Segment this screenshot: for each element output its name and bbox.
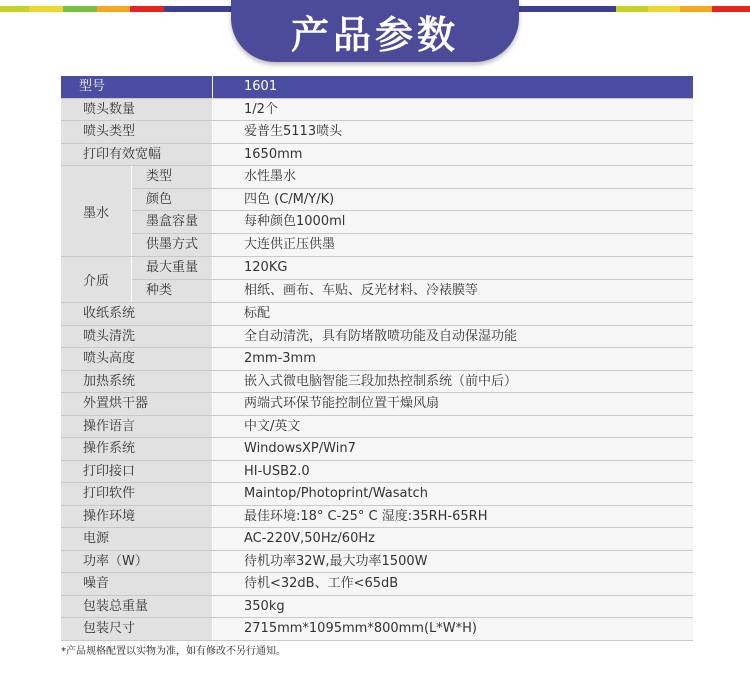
table-row — [61, 573, 693, 596]
row-value: 两端式环保节能控制位置干燥风扇 — [213, 393, 693, 415]
table-row — [61, 416, 693, 439]
table-row — [61, 551, 693, 574]
row-value: 大连供正压供墨 — [213, 234, 693, 257]
spec-table — [61, 76, 693, 641]
table-row — [61, 303, 693, 326]
row-value: 嵌入式微电脑智能三段加热控制系统（前中后） — [213, 371, 693, 393]
color-bar-segment — [648, 6, 680, 12]
header-label: 型号 — [61, 76, 213, 98]
row-value: 最佳环境:18° C-25° C 湿度:35RH-65RH — [213, 506, 693, 528]
row-label: 操作系统 — [61, 438, 213, 460]
row-label: 打印有效宽幅 — [61, 144, 213, 166]
row-label: 噪音 — [61, 573, 213, 595]
table-row — [61, 528, 693, 551]
row-value: 待机功率32W,最大功率1500W — [213, 551, 693, 573]
row-label: 包装尺寸 — [61, 618, 213, 640]
table-row — [132, 166, 693, 189]
row-value: HI-USB2.0 — [213, 461, 693, 483]
row-value: Maintop/Photoprint/Wasatch — [213, 483, 693, 505]
color-bar-segment — [616, 6, 648, 12]
row-value: 爱普生5113喷头 — [213, 121, 693, 143]
row-label: 类型 — [132, 166, 213, 188]
color-bar-segment — [130, 6, 164, 12]
color-bar-segment — [0, 6, 29, 12]
row-value: 待机<32dB、工作<65dB — [213, 573, 693, 595]
table-row — [61, 326, 693, 349]
row-value: 四色 (C/M/Y/K) — [213, 189, 693, 211]
row-label: 颜色 — [132, 189, 213, 211]
table-row — [61, 393, 693, 416]
color-bar-segment — [29, 6, 63, 12]
color-bar-segment — [97, 6, 129, 12]
table-row — [61, 121, 693, 144]
table-row — [61, 506, 693, 529]
row-label: 打印接口 — [61, 461, 213, 483]
table-row — [132, 211, 693, 234]
table-row — [61, 99, 693, 122]
row-label: 打印软件 — [61, 483, 213, 505]
title-banner — [231, 0, 519, 62]
color-bar-segment — [712, 6, 750, 12]
row-label: 最大重量 — [132, 257, 213, 279]
ink-group-label: 墨水 — [61, 166, 132, 256]
row-value: 2715mm*1095mm*800mm(L*W*H) — [213, 618, 693, 640]
table-row — [132, 257, 693, 280]
table-row — [132, 280, 693, 303]
table-row — [132, 189, 693, 212]
row-value: 120KG — [213, 257, 693, 279]
row-value: 1/2个 — [213, 99, 693, 121]
header-value: 1601 — [213, 76, 693, 98]
media-group — [61, 257, 693, 303]
media-group-label: 介质 — [61, 257, 132, 302]
table-row — [61, 461, 693, 484]
color-bar-segment — [680, 6, 712, 12]
row-label: 供墨方式 — [132, 234, 213, 257]
row-value: 每种颜色1000ml — [213, 211, 693, 233]
row-value: 相纸、画布、车贴、反光材料、冷裱膜等 — [213, 280, 693, 303]
row-value: AC-220V,50Hz/60Hz — [213, 528, 693, 550]
row-label: 操作语言 — [61, 416, 213, 438]
footnote: *产品规格配置以实物为准，如有修改不另行通知。 — [61, 646, 286, 657]
row-value: WindowsXP/Win7 — [213, 438, 693, 460]
row-label: 喷头高度 — [61, 348, 213, 370]
row-label: 外置烘干器 — [61, 393, 213, 415]
row-value: 1650mm — [213, 144, 693, 166]
row-label: 电源 — [61, 528, 213, 550]
page-title: 产品参数 — [290, 12, 459, 57]
table-row — [61, 371, 693, 394]
row-value: 中文/英文 — [213, 416, 693, 438]
row-label: 功率（W） — [61, 551, 213, 573]
table-row — [132, 234, 693, 257]
row-label: 收纸系统 — [61, 303, 213, 325]
row-label: 包装总重量 — [61, 596, 213, 618]
row-label: 种类 — [132, 280, 213, 303]
row-value: 350kg — [213, 596, 693, 618]
row-label: 喷头数量 — [61, 99, 213, 121]
row-label: 喷头清洗 — [61, 326, 213, 348]
table-row — [61, 144, 693, 167]
color-bar-segment — [63, 6, 97, 12]
row-value: 水性墨水 — [213, 166, 693, 188]
row-label: 加热系统 — [61, 371, 213, 393]
row-label: 墨盒容量 — [132, 211, 213, 233]
row-value: 全自动清洗，具有防堵散喷功能及自动保湿功能 — [213, 326, 693, 348]
table-row — [61, 438, 693, 461]
row-value: 标配 — [213, 303, 693, 325]
ink-group — [61, 166, 693, 257]
row-value: 2mm-3mm — [213, 348, 693, 370]
table-row — [61, 348, 693, 371]
table-row — [61, 618, 693, 641]
table-row — [61, 483, 693, 506]
row-label: 喷头类型 — [61, 121, 213, 143]
table-row — [61, 596, 693, 619]
table-header-row — [61, 76, 693, 99]
row-label: 操作环境 — [61, 506, 213, 528]
